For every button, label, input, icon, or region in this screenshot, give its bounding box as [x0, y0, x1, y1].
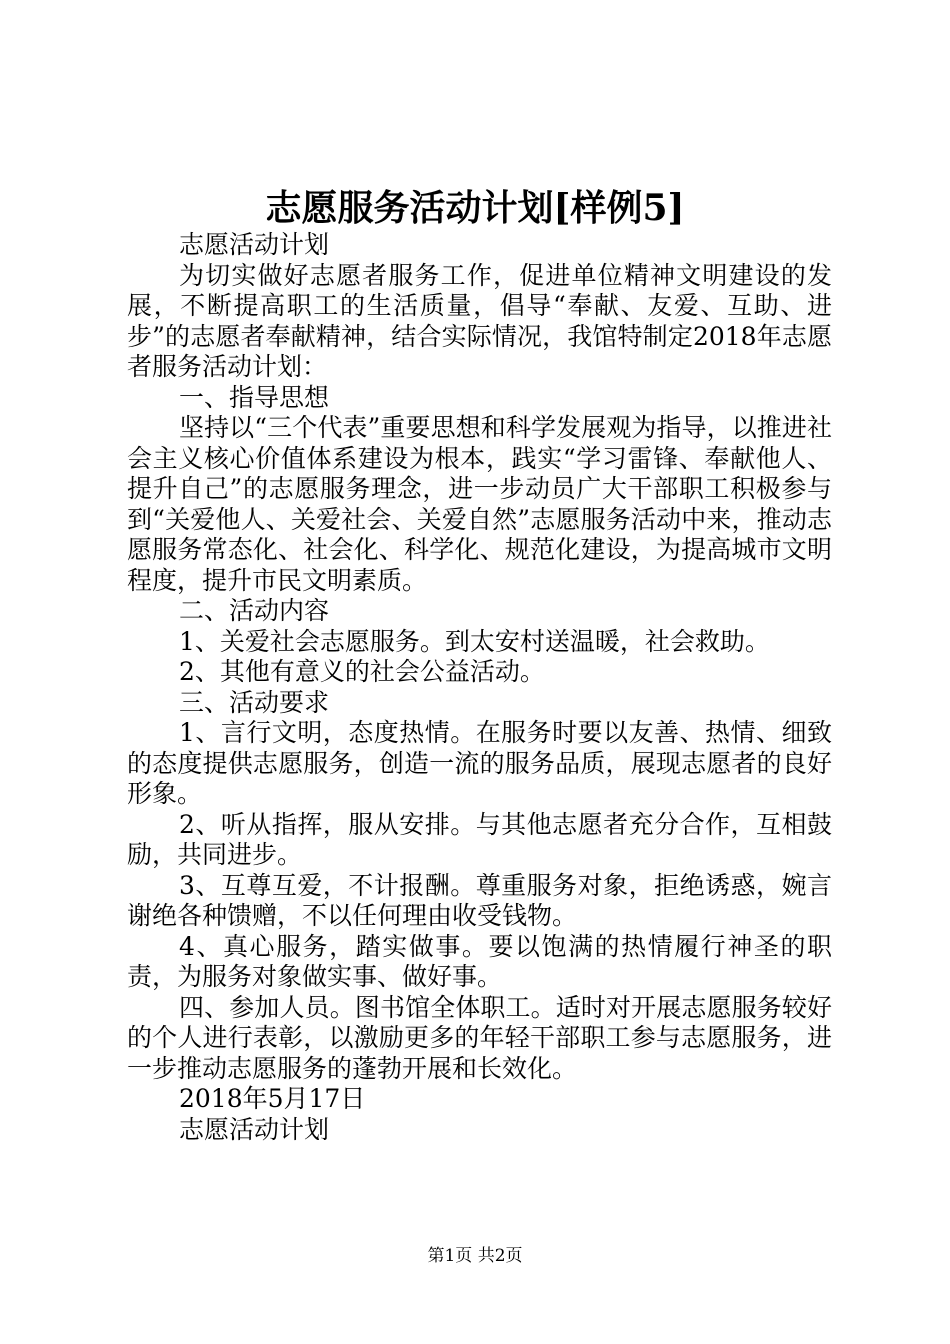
list-item: 2、其他有意义的社会公益活动。: [179, 657, 545, 686]
list-item: 1、言行文明，态度热情。在服务时要以友善、热情、细致的态度提供志愿服务，创造一流的服务品质，展现志愿者的良好形象。: [127, 718, 832, 808]
list-item: 2、听从指挥，服从安排。与其他志愿者充分合作，互相鼓励，共同进步。: [127, 809, 832, 869]
paragraph: 志愿活动计划: [179, 1114, 330, 1144]
section-heading: 二、活动内容: [179, 596, 330, 625]
list-item: 1、关爱社会志愿服务。到太安村送温暖，社会救助。: [179, 626, 770, 656]
list-item: 3、互尊互爱，不计报酬。尊重服务对象，拒绝诱惑，婉言谢绝各种馈赠，不以任何理由收受钱物。: [127, 870, 832, 930]
document-title: 志愿服务活动计划[样例5]: [265, 187, 685, 229]
list-item: 4、真心服务，踏实做事。要以饱满的热情履行神圣的职责，为服务对象做实事、做好事。: [127, 931, 832, 991]
paragraph: 志愿活动计划: [179, 230, 330, 259]
paragraph: 为切实做好志愿者服务工作，促进单位精神文明建设的发展，不断提高职工的生活质量，倡导“奉献、友爱、互助、进步”的志愿者奉献精神，结合实际情况，我馆特制定2018年志愿者服务活动计划：: [127, 260, 832, 381]
paragraph: 坚持以“三个代表”重要思想和科学发展观为指导，以推进社会主义核心价值体系建设为根本，践实“学习雷锋、奉献他人、提升自己”的志愿服务理念，进一步动员广大干部职工积极参与到“关爱他人、关爱社会、关爱自然”志愿服务活动中来，推动志愿服务常态化、社会化、科学化、规范化建设，为提高城市文明程度，提升市民文明素质。: [127, 413, 832, 595]
section-heading: 三、活动要求: [179, 687, 330, 717]
paragraph: 四、参加人员。图书馆全体职工。适时对开展志愿服务较好的个人进行表彰，以激励更多的年轻干部职工参与志愿服务，进一步推动志愿服务的蓬勃开展和长效化。: [127, 992, 832, 1083]
date-line: 2018年5月17日: [179, 1084, 366, 1113]
section-heading: 一、指导思想: [179, 382, 330, 412]
page-number-footer: 第1页 共2页: [427, 1246, 523, 1266]
document-body: [127, 230, 832, 1145]
